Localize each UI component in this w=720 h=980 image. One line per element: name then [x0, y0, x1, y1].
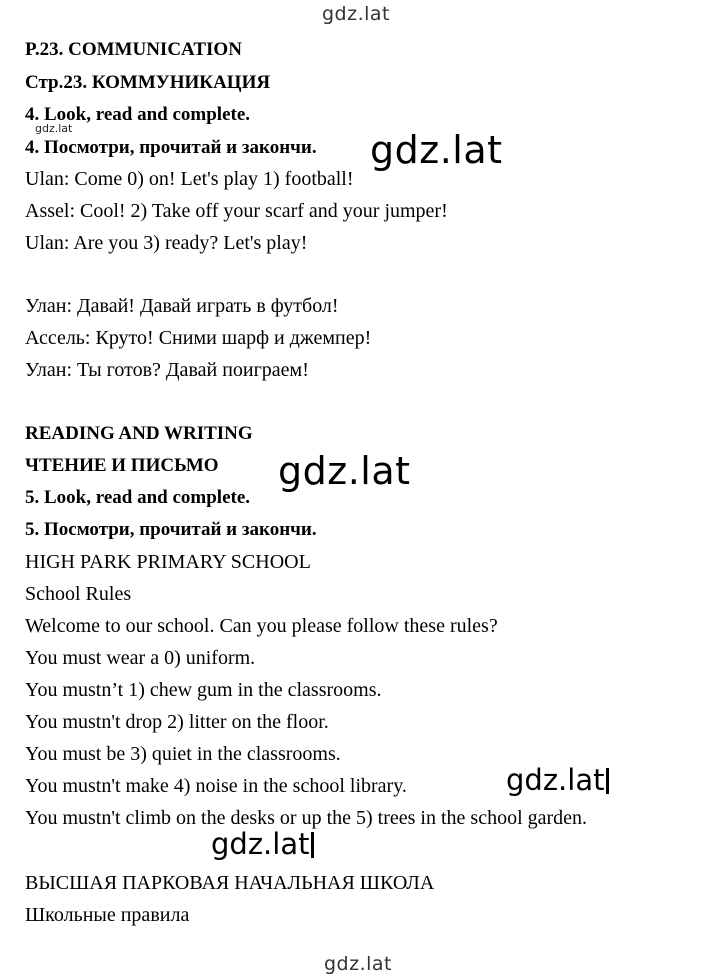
watermark-big-2 [278, 449, 411, 493]
watermark-big-1 [370, 128, 503, 172]
watermark-mid-2-text: gdz.lat [211, 827, 310, 861]
dialogue-line-en: Assel: Cool! 2) Take off your scarf and your jumper! [25, 200, 448, 222]
rules-line-en: HIGH PARK PRIMARY SCHOOL [25, 551, 311, 573]
section1-title-en: P.23. COMMUNICATION [25, 39, 242, 60]
section2-title-en: READING AND WRITING [25, 423, 253, 444]
cursor-bar [311, 832, 314, 858]
watermark-big-1-text: gdz.lat [370, 128, 503, 172]
section2-title-ru: ЧТЕНИЕ И ПИСЬМО [25, 455, 219, 476]
dialogue-line-ru: Ассель: Круто! Сними шарф и джемпер! [25, 327, 372, 349]
cursor-bar [606, 768, 609, 794]
watermark-mid-1-text: gdz.lat [506, 763, 605, 797]
section1-task-en: 4. Look, read and complete. [25, 104, 251, 125]
dialogue-line-ru: Улан: Ты готов? Давай поиграем! [25, 359, 309, 381]
rules-line-ru: Школьные правила [25, 904, 190, 926]
dialogue-line-en: Ulan: Are you 3) ready? Let's play! [25, 232, 308, 254]
rules-line-en: You mustn't drop 2) litter on the floor. [25, 711, 329, 733]
rules-line-en: You must wear a 0) uniform. [25, 647, 256, 669]
rules-line-en: Welcome to our school. Can you please follow these rules? [25, 615, 498, 637]
section2-task-en: 5. Look, read and complete. [25, 487, 251, 508]
dialogue-line-en: Ulan: Come 0) on! Let's play 1) football! [25, 168, 354, 190]
rules-line-en: School Rules [25, 583, 132, 605]
rules-line-en: You mustn’t 1) chew gum in the classrooms. [25, 679, 382, 701]
rules-line-ru: ВЫСШАЯ ПАРКОВАЯ НАЧАЛЬНАЯ ШКОЛА [25, 872, 435, 894]
section1-title-ru: Стр.23. КОММУНИКАЦИЯ [25, 72, 271, 93]
watermark-mid-1 [506, 763, 609, 797]
watermark-bottom: gdz.lat [324, 953, 393, 975]
dialogue-line-ru: Улан: Давай! Давай играть в футбол! [25, 295, 339, 317]
section1-task-ru: 4. Посмотри, прочитай и закончи. [25, 137, 317, 158]
rules-line-en: You mustn't make 4) noise in the school library. [25, 775, 407, 797]
watermark-tiny: gdz.lat [35, 122, 73, 135]
section2-task-ru: 5. Посмотри, прочитай и закончи. [25, 519, 317, 540]
watermark-mid-2 [211, 827, 314, 861]
watermark-top: gdz.lat [322, 3, 391, 25]
rules-line-en: You mustn't climb on the desks or up the 5) trees in the school garden. [25, 807, 588, 829]
rules-line-en: You must be 3) quiet in the classrooms. [25, 743, 341, 765]
watermark-big-2-text: gdz.lat [278, 449, 411, 493]
